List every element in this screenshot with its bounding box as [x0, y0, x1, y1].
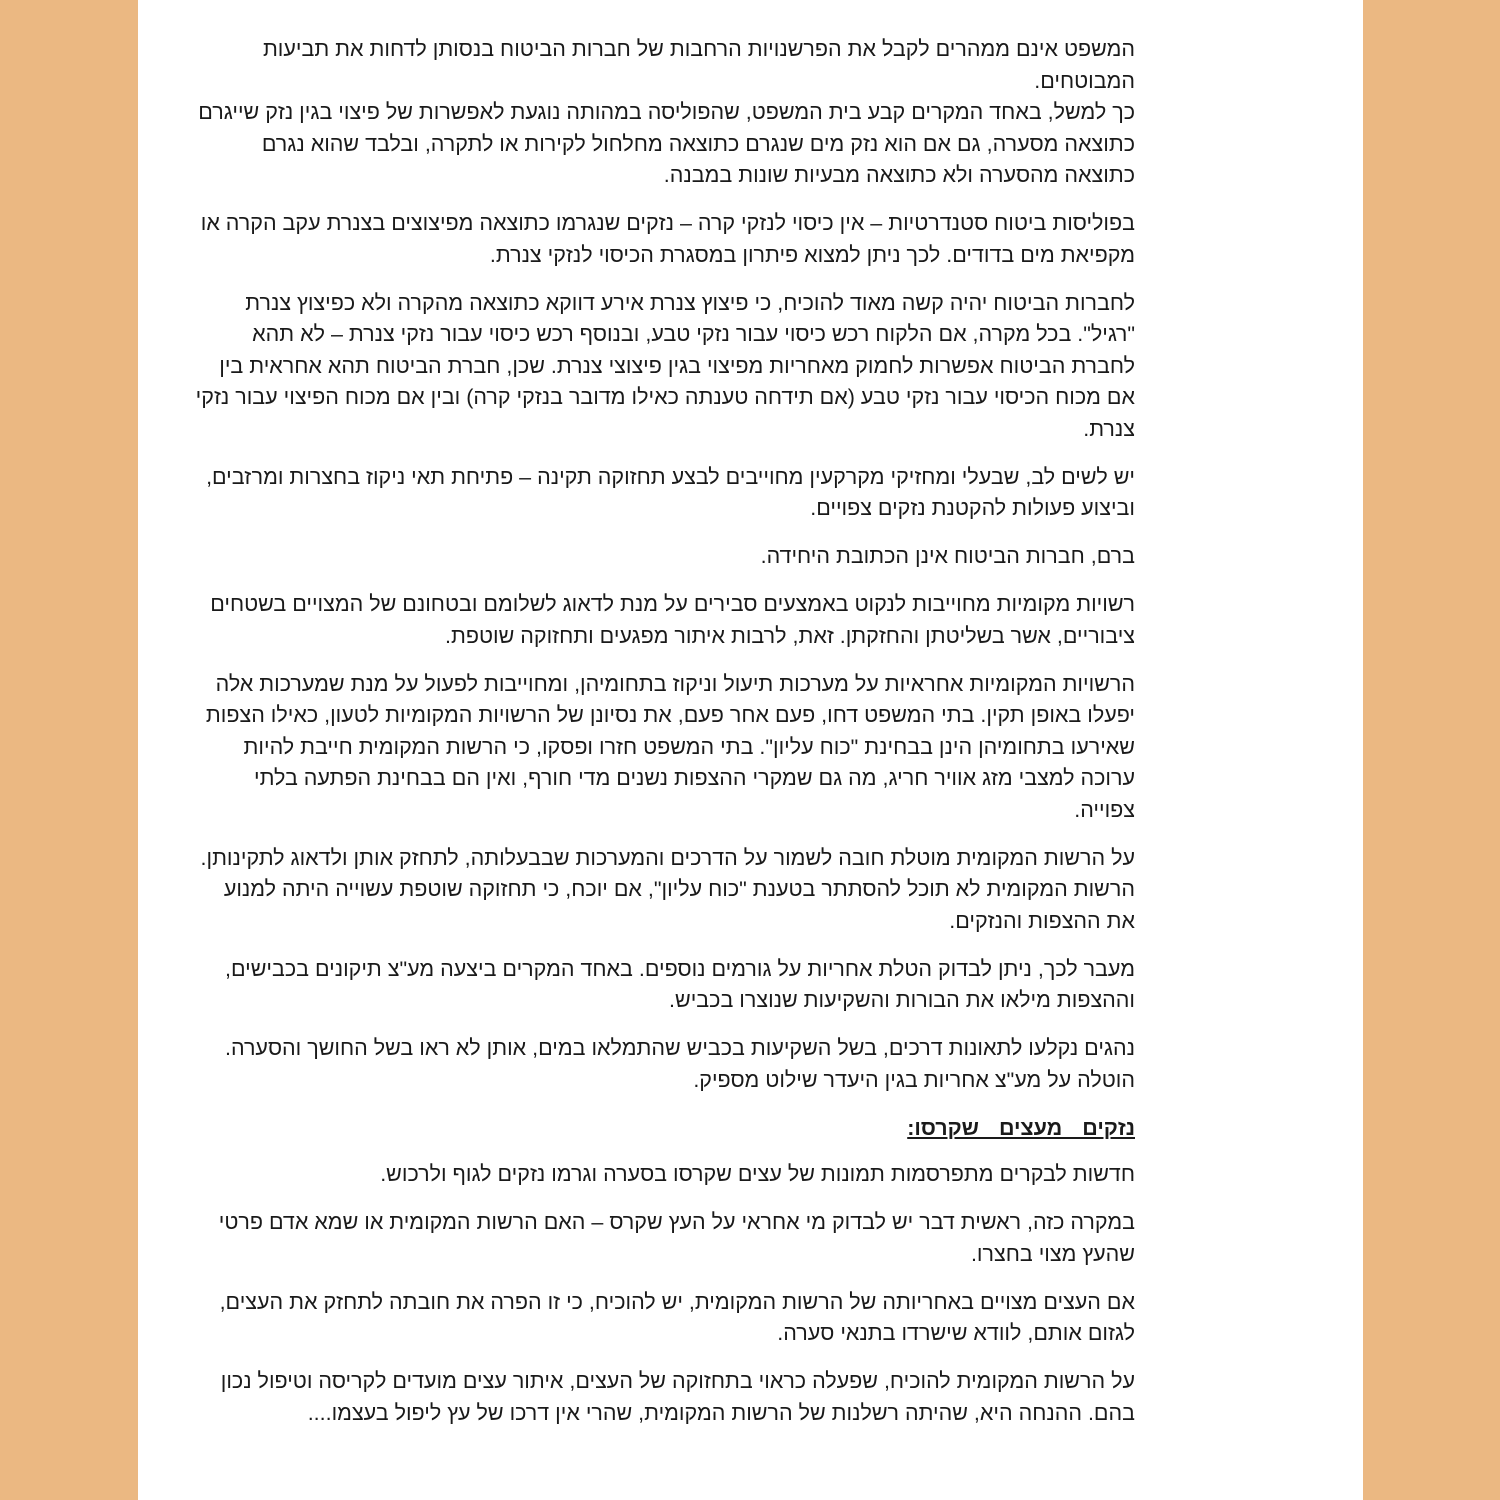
paragraph-tree-responsibility: במקרה כזה, ראשית דבר יש לבדוק מי אחראי על העץ שקרס – האם הרשות המקומית או שמא אדם פרטי שהעץ מצוי בחצרו. — [218, 1210, 1135, 1266]
document-text — [190, 34, 1135, 1446]
paragraph-local-authorities: רשויות מקומיות מחוייבות לנקוט באמצעים סבירים על מנת לדאוג לשלומם ובטחונם של המצויים בשטחים ציבוריים, אשר בשליטתן והחזקתן. זאת, לרבות איתור מפגעים ותחזוקה שוטפת. — [210, 592, 1135, 648]
paragraph-maintenance: יש לשים לב, שבעלי ומחזיקי מקרקעין מחוייבים לבצע תחזוקה תקינה – פתיחת תאי ניקוז בחצרות ומרזבים, וביצוע פעולות להקטנת נזקים צפויים. — [206, 464, 1135, 520]
paragraph-tree-news: חדשות לבקרים מתפרסמות תמונות של עצים שקרסו בסערה וגרמו נזקים לגוף ולרכוש. — [380, 1162, 1135, 1186]
paragraph-not-only-insurers: ברם, חברות הביטוח אינן הכתובת היחידה. — [760, 544, 1135, 568]
paragraph-storm-ruling: כך למשל, באחד המקרים קבע בית המשפט, שהפוליסה במהותה נוגעת לאפשרות של פיצוי בגין נזק שייגרם כתוצאה מסערה, גם אם הוא נזק מים שנגרם כתוצאה מחלחול לקירות או לתקרה, ובלבד שהוא נגרם כתוצאה מהסערה ולא כתוצאה מבעיות שונות במבנה. — [198, 100, 1135, 187]
paragraph-intro: המשפט אינם ממהרים לקבל את הפרשנויות הרחבות של חברות הביטוח בנסותן לדחות את תביעות המבוטחים. — [262, 37, 1135, 93]
paragraph-road-duty: על הרשות המקומית מוטלת חובה לשמור על הדרכים והמערכות שבבעלותה, לתחזק אותן ולדאוג לתקינותן. הרשות המקומית לא תוכל להסתתר בטענת "כוח עליון", אם יוכח, כי תחזוקה שוטפת עשוייה היתה למנוע את ההצפות והנזקים. — [200, 845, 1135, 933]
paragraph-drainage: הרשויות המקומיות אחראיות על מערכות תיעול וניקוז בתחומיהן, ומחוייבות לפעול על מנת שמערכות אלה יפעלו באופן תקין. בתי המשפט דחו, פעם אחר פעם, את נסיונן של הרשויות המקומיות לטעון, כאילו הצפות שאירעו בתחומיהן הינן בבחינת "כוח עליון". בתי המשפט חזרו ופסקו, כי הרשות המקומית חייבת להיות ערוכה למצבי מזג אוויר חריג, מה גם שמקרי ההצפות נשנים מדי חורף, ואין הם בבחינת הפתעה בלתי צפוייה. — [205, 671, 1135, 822]
paragraph-road-accidents: נהגים נקלעו לתאונות דרכים, בשל השקיעות בכביש שהתמלאו במים, אותן לא ראו בשל החושך והסערה. הוטלה על מע"צ אחריות בגין היעדר שילוט מספיק. — [224, 1036, 1135, 1092]
paragraph-frost-damage: בפוליסות ביטוח סטנדרטיות – אין כיסוי לנזקי קרה – נזקים שנגרמו כתוצאה מפיצוצים בצנרת עקב הקרה או מקפיאת מים בדודים. לכך ניתן למצוא פיתרון במסגרת הכיסוי לנזקי צנרת. — [200, 211, 1135, 267]
paragraph-additional-parties: מעבר לכך, ניתן לבדוק הטלת אחריות על גורמים נוספים. באחד המקרים ביצעה מע"צ תיקונים בכבישים, וההצפות מילאו את הבורות והשקיעות שנוצרו בכביש. — [225, 956, 1135, 1012]
paragraph-tree-authority-duty: אם העצים מצויים באחריותה של הרשות המקומית, יש להוכיח, כי זו הפרה את חובתה לתחזק את העצים, לגזום אותם, לוודא שישרדו בתנאי סערה. — [219, 1289, 1135, 1345]
section-heading-fallen-trees: נזקים מעצים שקרסו: — [907, 1115, 1135, 1140]
paragraph-tree-burden: על הרשות המקומית להוכיח, שפעלה כראוי בתחזוקה של העצים, איתור עצים מועדים לקריסה וטיפול נכון בהם. ההנחה היא, שהיתה רשלנות של הרשות המקומית, שהרי אין דרכו של עץ ליפול בעצמו.... — [220, 1369, 1135, 1425]
paragraph-pipe-burst: לחברות הביטוח יהיה קשה מאוד להוכיח, כי פיצוץ צנרת אירע דווקא כתוצאה מהקרה ולא כפיצוץ צנרת "רגיל". בכל מקרה, אם הלקוח רכש כיסוי עבור נזקי טבע, ובנוסף רכש כיסוי עבור נזקי צנרת – לא תהא לחברת הביטוח אפשרות לחמוק מאחריות מפיצוי בגין פיצוצי צנרת. שכן, חברת הביטוח תהא אחראית בין אם מכוח הכיסוי עבור נזקי טבע (אם תידחה טענתה כאילו מדובר בנזקי קרה) ובין אם מכוח הפיצוי עבור נזקי צנרת. — [195, 290, 1135, 441]
